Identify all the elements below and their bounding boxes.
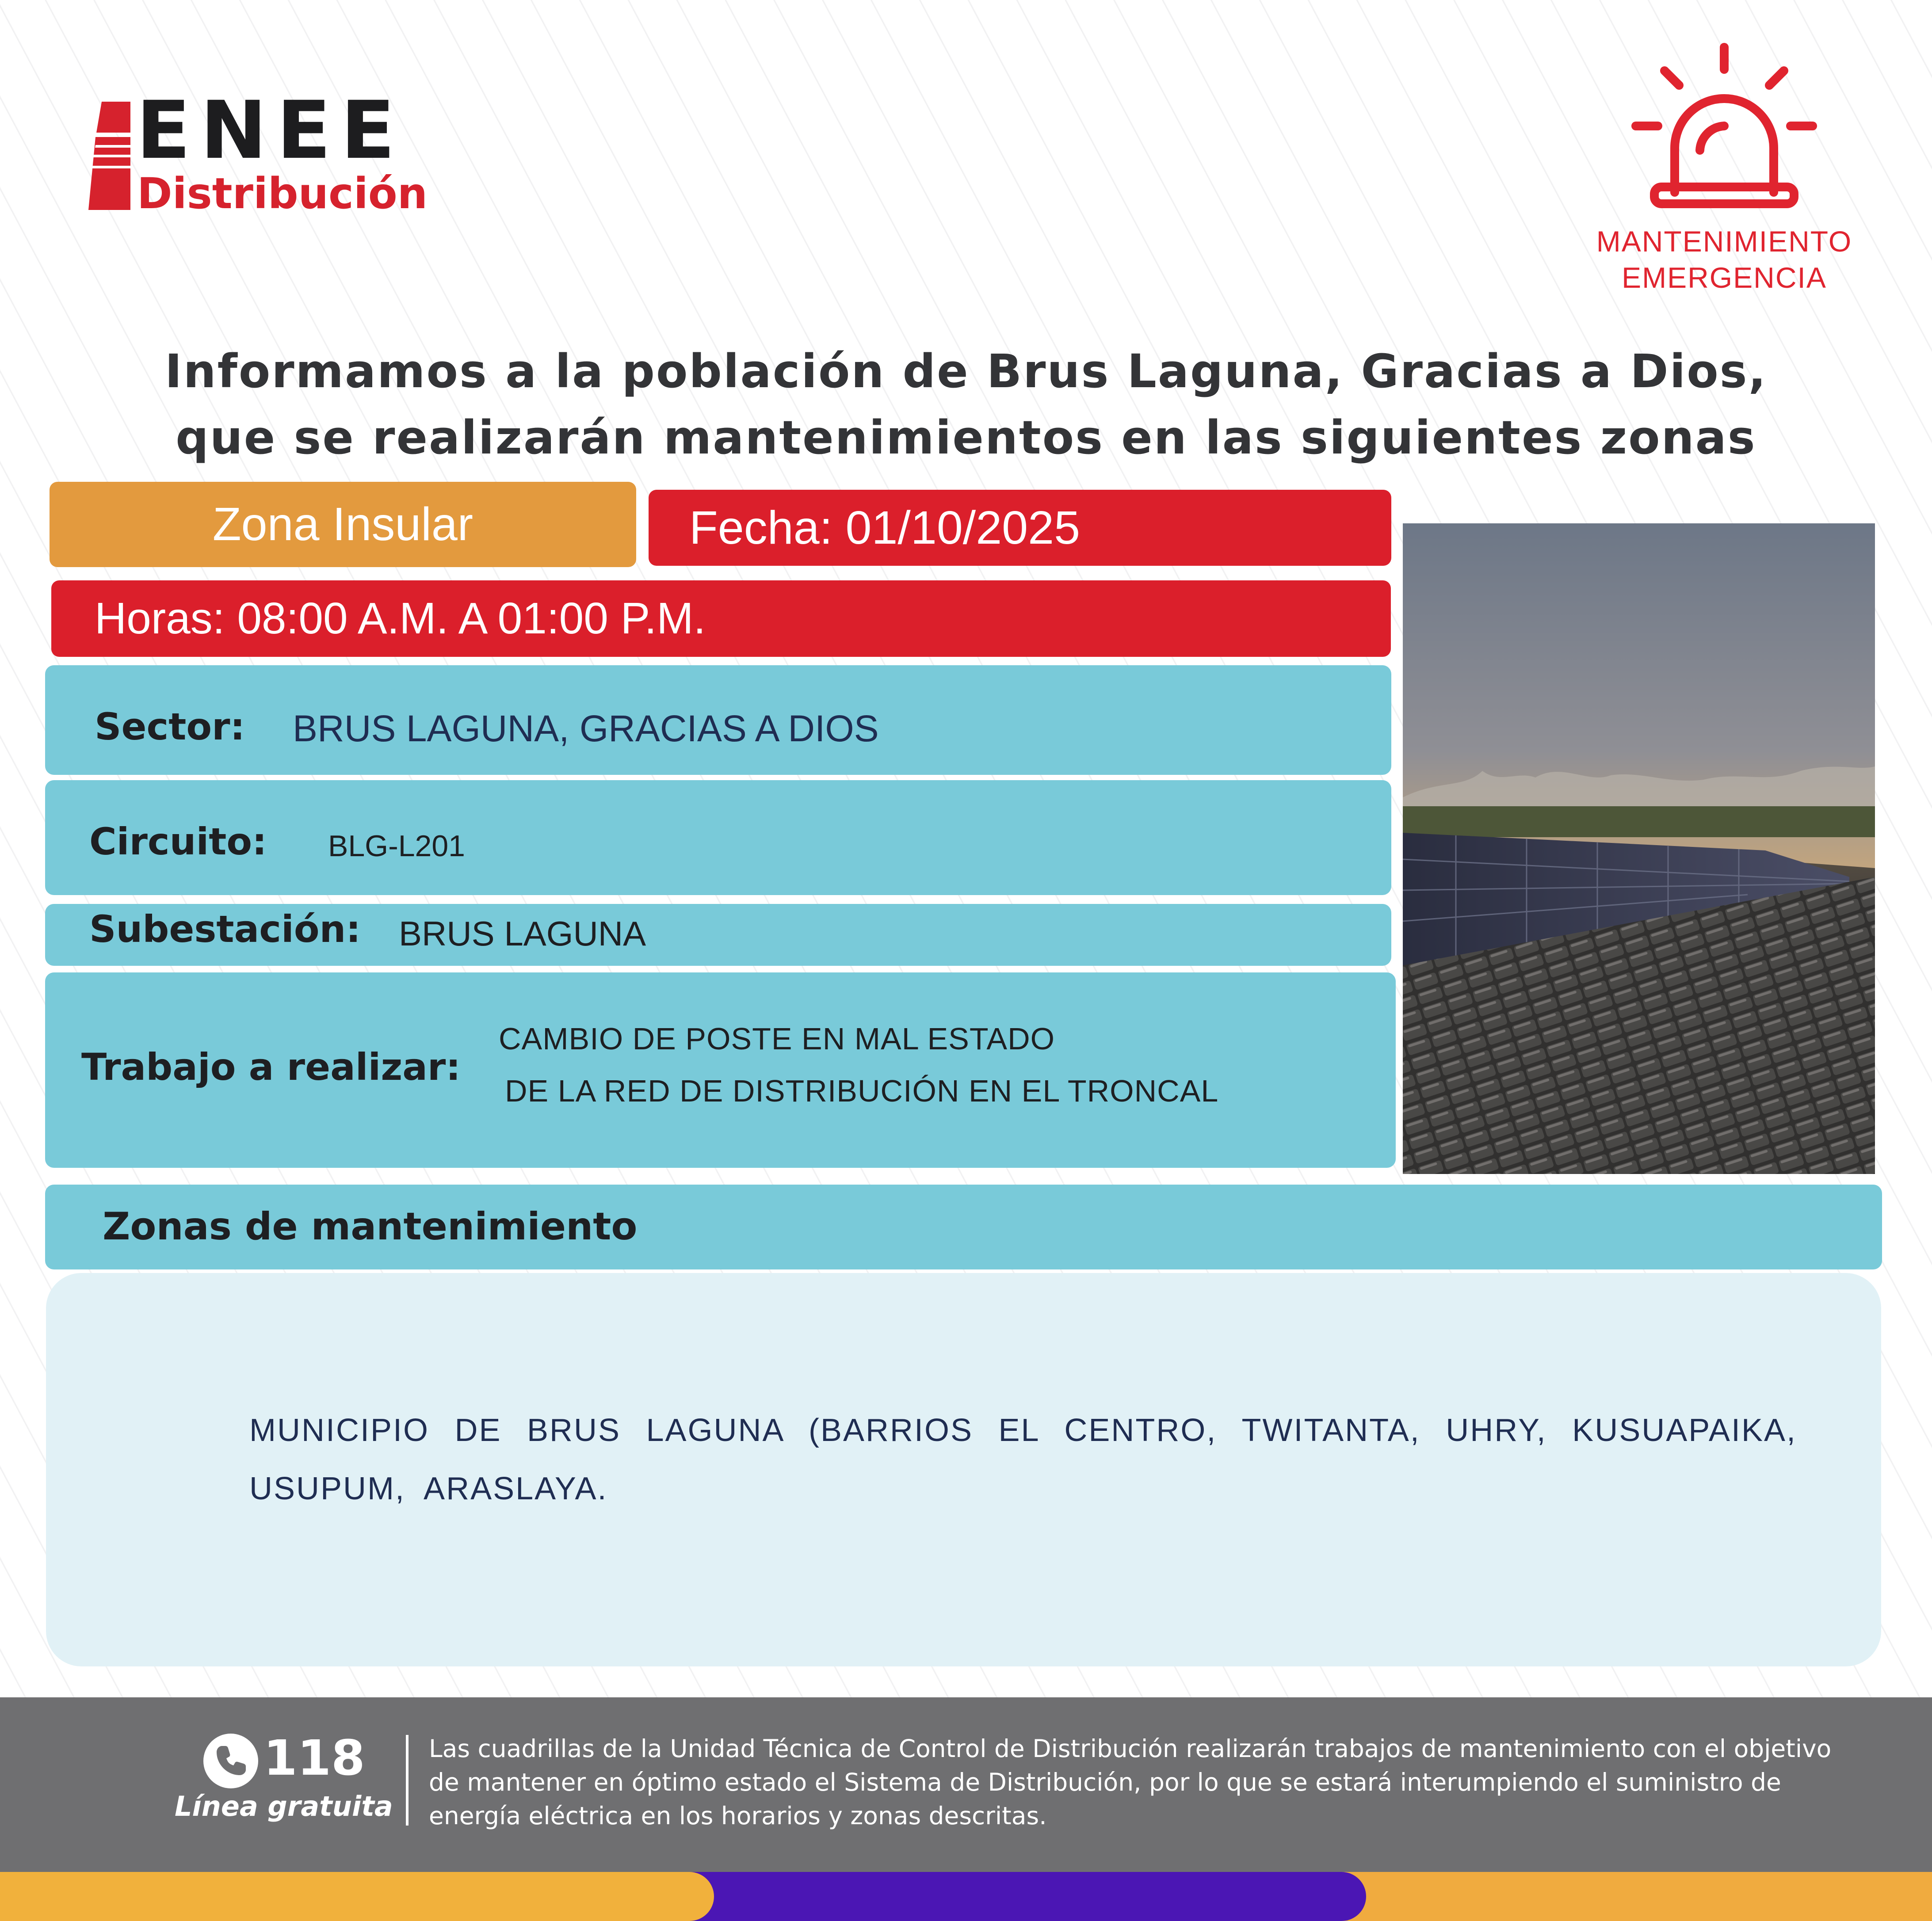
headline-line1: Informamos a la población de Brus Laguna, Gracias a Dios, <box>164 344 1768 398</box>
horas-text: Horas: 08:00 A.M. A 01:00 P.M. <box>95 594 706 643</box>
footer-divider <box>406 1735 409 1826</box>
trabajo-value-line2: DE LA RED DE DISTRIBUCIÓN EN EL TRONCAL <box>505 1074 1219 1108</box>
trabajo-label: Trabajo a realizar: <box>81 1045 461 1089</box>
emergency-label <box>1565 223 1883 296</box>
logo-distribucion-text: Distribución <box>137 169 428 218</box>
logo-mark-icon <box>88 102 130 210</box>
zonas-label: Zonas de mantenimiento <box>103 1204 638 1249</box>
footer-bar <box>0 1697 1932 1872</box>
circuito-value: BLG-L201 <box>328 829 465 863</box>
zona-text: Zona Insular <box>212 498 473 550</box>
footer-text: Las cuadrillas de la Unidad Técnica de Control de Distribución realizarán trabajos de mantenimiento con el objetivo de mantener en óptimo estado el Sistema de Distribución, por lo que se estará interumpiendo el suministro de energía eléctrica en los horarios y zonas descritas. <box>429 1734 1832 1830</box>
solar-farm-photo <box>1403 523 1875 1174</box>
sector-row <box>45 665 1391 775</box>
circuito-label: Circuito: <box>89 820 267 863</box>
headline-line2: que se realizarán mantenimientos en las siguientes zonas <box>176 411 1756 465</box>
horas-badge <box>51 580 1391 657</box>
zonas-text: MUNICIPIO DE BRUS LAGUNA (BARRIOS EL CENTRO, TWITANTA, UHRY, KUSUAPAIKA, USUPUM, ARASLAYA. <box>249 1413 1797 1506</box>
subestacion-label: Subestación: <box>89 907 361 951</box>
trabajo-value-line1: CAMBIO DE POSTE EN MAL ESTADO <box>499 1021 1055 1056</box>
zonas-header <box>45 1185 1882 1269</box>
emergency-label-line2: EMERGENCIA <box>1622 261 1827 294</box>
bottom-stripe-purple <box>690 1872 1366 1921</box>
zonas-panel <box>46 1273 1881 1666</box>
siren-icon <box>1631 42 1817 210</box>
circuito-row <box>45 780 1391 895</box>
fecha-text: Fecha: 01/10/2025 <box>689 501 1081 554</box>
bottom-stripe-orange <box>0 1872 714 1921</box>
trabajo-row <box>45 972 1396 1168</box>
sector-value: BRUS LAGUNA, GRACIAS A DIOS <box>293 708 879 749</box>
phone-caption: Línea gratuita <box>175 1790 393 1822</box>
sector-label: Sector: <box>95 705 245 748</box>
fecha-badge <box>649 490 1391 566</box>
phone-icon <box>202 1733 259 1789</box>
phone-number: 118 <box>263 1730 365 1786</box>
emergency-label-line1: MANTENIMIENTO <box>1596 225 1852 258</box>
enee-logo <box>88 84 477 218</box>
subestacion-row <box>45 904 1391 966</box>
subestacion-value: BRUS LAGUNA <box>399 914 646 953</box>
logo-enee-text: ENEE <box>136 84 405 177</box>
zona-badge <box>50 482 636 567</box>
headline <box>44 338 1888 471</box>
